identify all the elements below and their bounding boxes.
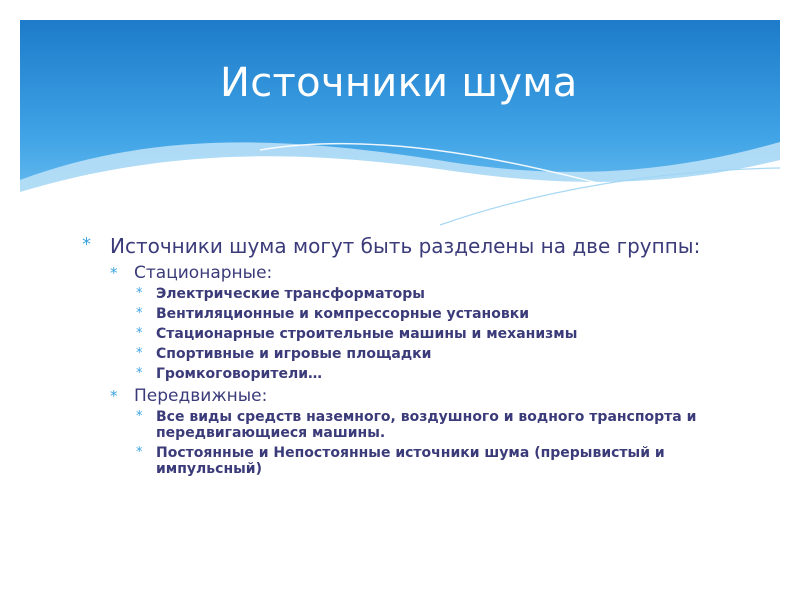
header-wave-background [20,20,780,230]
list-item [82,409,762,441]
list-item-text: Стационарные строительные машины и механизмы [156,326,578,342]
intro-bullet [82,235,762,257]
bullet-asterisk-icon: * [136,409,143,424]
list-item-text: Вентиляционные и компрессорные установки [156,306,530,322]
bullet-asterisk-icon: * [136,366,143,381]
list-item [82,366,762,382]
slide [20,20,780,580]
list-item [82,286,762,302]
bullet-asterisk-icon: * [136,306,143,321]
group-label: Стационарные: [134,263,273,283]
intro-text: Источники шума могут быть разделены на две группы: [110,234,701,258]
group-heading-stationary [82,263,762,283]
list-item [82,445,762,477]
slide-title: Источники шума [220,60,578,106]
list-item-text: Постоянные и Непостоянные источники шума (прерывистый и импульсный) [156,445,665,477]
list-item-text: Электрические трансформаторы [156,286,425,302]
list-item [82,346,762,362]
bullet-asterisk-icon: * [82,234,91,255]
bullet-asterisk-icon: * [136,286,143,301]
bullet-asterisk-icon: * [110,264,118,282]
bullet-list [82,235,762,481]
bullet-asterisk-icon: * [110,387,118,405]
bullet-asterisk-icon: * [136,445,143,460]
list-item-text: Все виды средств наземного, воздушного и водного транспорта и передвигающиеся машины. [156,409,697,441]
list-item [82,326,762,342]
group-heading-mobile [82,386,762,406]
bullet-asterisk-icon: * [136,346,143,361]
group-label: Передвижные: [134,386,268,406]
list-item-text: Громкоговорители… [156,366,323,382]
list-item-text: Спортивные и игровые площадки [156,346,432,362]
list-item [82,306,762,322]
bullet-asterisk-icon: * [136,326,143,341]
